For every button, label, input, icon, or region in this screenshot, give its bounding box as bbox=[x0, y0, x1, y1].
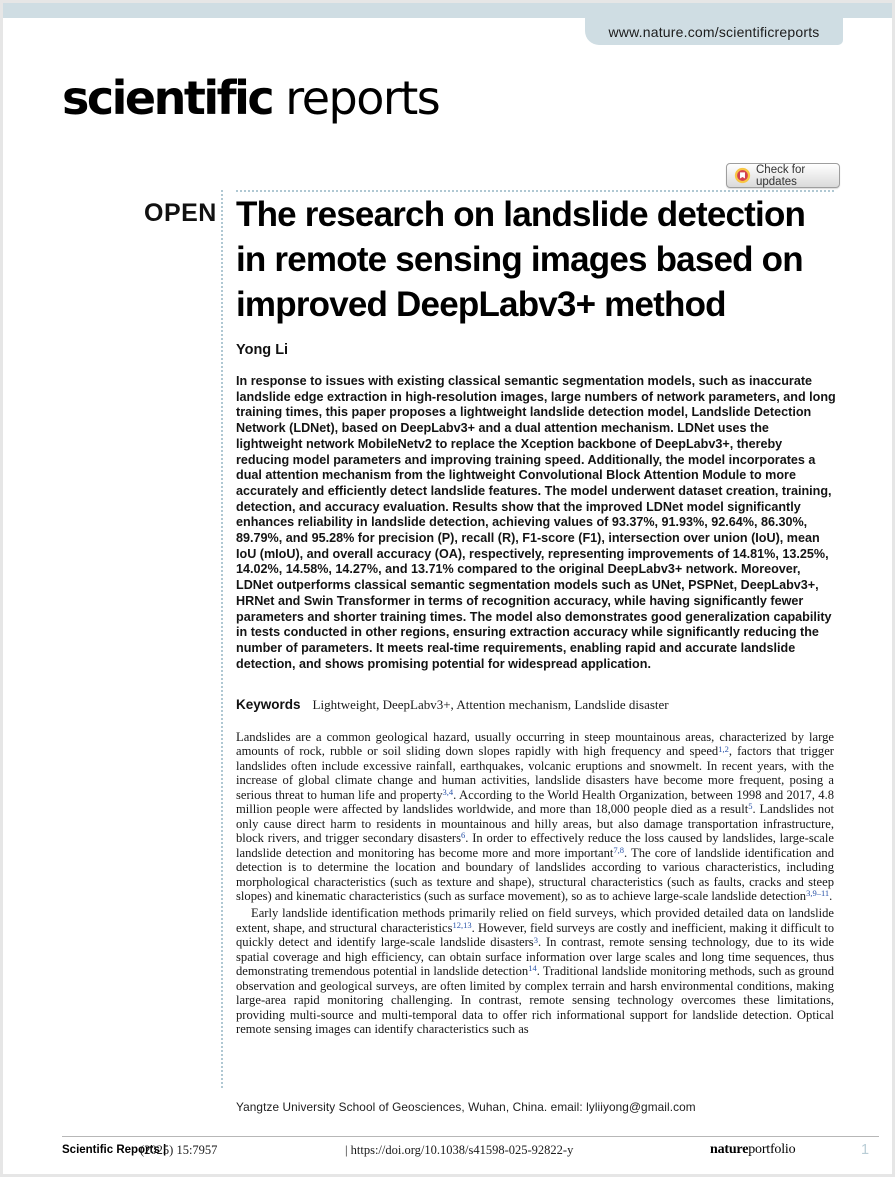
author-email-link[interactable]: lyliiyong@gmail.com bbox=[586, 1100, 696, 1114]
citation-link[interactable]: 1,2 bbox=[718, 743, 729, 754]
journal-url-tab[interactable] bbox=[585, 18, 843, 45]
keywords-row bbox=[236, 697, 836, 713]
journal-logo-bold: scientific bbox=[62, 71, 273, 125]
nature-portfolio-logo-light: portfolio bbox=[748, 1142, 796, 1157]
top-banner-strip bbox=[3, 3, 892, 18]
footer-bar bbox=[3, 1142, 892, 1164]
footer-rule bbox=[62, 1136, 879, 1137]
article-body bbox=[236, 730, 834, 1037]
affiliation-line bbox=[236, 1100, 696, 1114]
abstract-text: In response to issues with existing classical semantic segmentation models, such as inaccurate landslide edge extraction in high-resolution images, large numbers of network parameters, and long training times, this paper proposes a lightweight landslide detection model, Landslide Detection Network (LDNet), based on DeepLabv3+ and a dual attention mechanism. LDNet uses the lightweight network MobileNetv2 to replace the Xception backbone of DeepLabv3+, thereby reducing model parameters and improving training speed. Additionally, the model incorporates a dual attention mechanism from the lightweight Convolutional Block Attention Module to more accurately and efficiently detect landslide features. The model underwent dataset creation, training, detection, and accuracy evaluation. Results show that the improved LDNet model significantly enhances reliability in landslide detection, achieving values of 93.37%, 91.93%, 92.64%, 86.30%, 89.79%, and 95.28% for precision (P), recall (R), F1-score (F1), intersection over union (IoU), mean IoU (mIoU), and overall accuracy (OA), respectively, representing improvements of 14.81%, 13.25%, 14.02%, 14.58%, 14.27%, and 13.71% compared to the original DeepLabv3+ network. Moreover, LDNet outperforms classical semantic segmentation models such as UNet, PSPNet, DeepLabv3+, HRNet and Swin Transformer in terms of recognition accuracy, while having significantly fewer parameters and shorter training times. The model also demonstrates good generalization capability in tests conducted in other regions, ensuring extraction accuracy while significantly reducing the number of parameters. It meets real-time requirements, enabling rapid and accurate landslide detection, and shows promising potential for widespread application. bbox=[236, 374, 836, 671]
citation-link[interactable]: 12,13 bbox=[452, 920, 472, 931]
footer-doi-link[interactable]: | https://doi.org/10.1038/s41598-025-92822-y bbox=[345, 1143, 574, 1157]
body-paragraph: Landslides are a common geological hazard, usually occurring in steep mountainous areas, characterized by large amounts of rock, rubble or soil sliding down slopes rapidly with high frequency and speed$^{1,2}$, factors that trigger landslides often include excessive rainfall, earthquakes, volcanic eruptions and snowmelt. In recent years, with the increase of global climate change and human activities, landslide disasters have become more frequent, posing a serious threat to human life and property$^{3,4}$. According to the World Health Organization, between 1998 and 2017, 4.8 million people were affected by landslides worldwide, and more than 18,000 people died as a result$^5$. Landslides not only cause direct harm to residents in mountainous and hilly areas, but also damage transportation infrastructure, block rivers, and trigger secondary disasters$^6$. In order to effectively reduce the loss caused by landslides, large-scale landslide detection and monitoring has become more and more important$^{7,8}$. The core of landslide identification and detection is to determine the location and boundary of landslides according to various characteristics, including morphological characteristics (such as texture and shape), structural characteristics (such as faults, cracks and steep slopes) and kinematic characteristics (such as surface movement), so as to achieve large-scale landslide detection$^{3,9-11}$. bbox=[236, 730, 835, 903]
check-for-updates-label: Check for updates bbox=[756, 163, 806, 188]
citation-link[interactable]: 6 bbox=[461, 830, 466, 841]
journal-logo-light: reports bbox=[285, 71, 440, 125]
column-dotted-divider bbox=[221, 190, 223, 1088]
journal-logo bbox=[62, 71, 439, 125]
keywords-label: Keywords bbox=[236, 697, 301, 712]
citation-link[interactable]: 14 bbox=[528, 963, 537, 974]
page-number: 1 bbox=[861, 1142, 870, 1158]
journal-url-text[interactable]: www.nature.com/scientificreports bbox=[608, 23, 820, 40]
citation-link[interactable]: 3,4 bbox=[442, 787, 454, 797]
citation-link[interactable]: 3 bbox=[533, 934, 538, 945]
citation-link[interactable]: 7,8 bbox=[613, 844, 625, 855]
citation-link[interactable]: 3,9–11 bbox=[806, 888, 830, 899]
footer-citation: (2025) 15:7957 bbox=[140, 1143, 218, 1157]
keywords-text: Lightweight, DeepLabv3+, Attention mechanism, Landslide disaster bbox=[312, 697, 669, 712]
citation-link[interactable]: 5 bbox=[748, 801, 753, 812]
affiliation-text: Yangtze University School of Geosciences, Wuhan, China. email: bbox=[236, 1100, 587, 1114]
author-name: Yong Li bbox=[236, 342, 289, 358]
check-for-updates-button[interactable] bbox=[726, 163, 840, 188]
nature-portfolio-logo bbox=[710, 1142, 795, 1158]
crossref-updates-icon bbox=[734, 167, 751, 184]
nature-portfolio-logo-bold: nature bbox=[710, 1142, 749, 1157]
open-access-label: OPEN bbox=[144, 199, 217, 227]
paper-page bbox=[3, 3, 892, 1174]
article-title: The research on landslide detection in remote sensing images based on improved DeepLabv3+ method bbox=[236, 195, 806, 324]
body-paragraph: Early landslide identification methods primarily relied on field surveys, which provided detailed data on landslide extent, shape, and structural characteristics$^{12,13}$. However, field surveys are costly and inefficient, making it difficult to quickly detect and identify large-scale landslide disasters$^3$. In contrast, remote sensing technology, due to its wide spatial coverage and high efficiency, can obtain surface information over large scales and long time sequences, thus demonstrating tremendous potential in landslide detection$^{14}$. Traditional landslide monitoring methods, such as ground observation and geological surveys, are often limited by complex terrain and harsh environmental conditions, making large-area rapid monitoring challenging. In contrast, remote sensing technology overcomes these limitations, providing multi-source and multi-temporal data to offer rich informational support for landslide detection. Optical remote sensing images can identify characteristics such as bbox=[236, 906, 834, 1037]
footer-journal-name: Scientific Reports | bbox=[62, 1144, 167, 1156]
